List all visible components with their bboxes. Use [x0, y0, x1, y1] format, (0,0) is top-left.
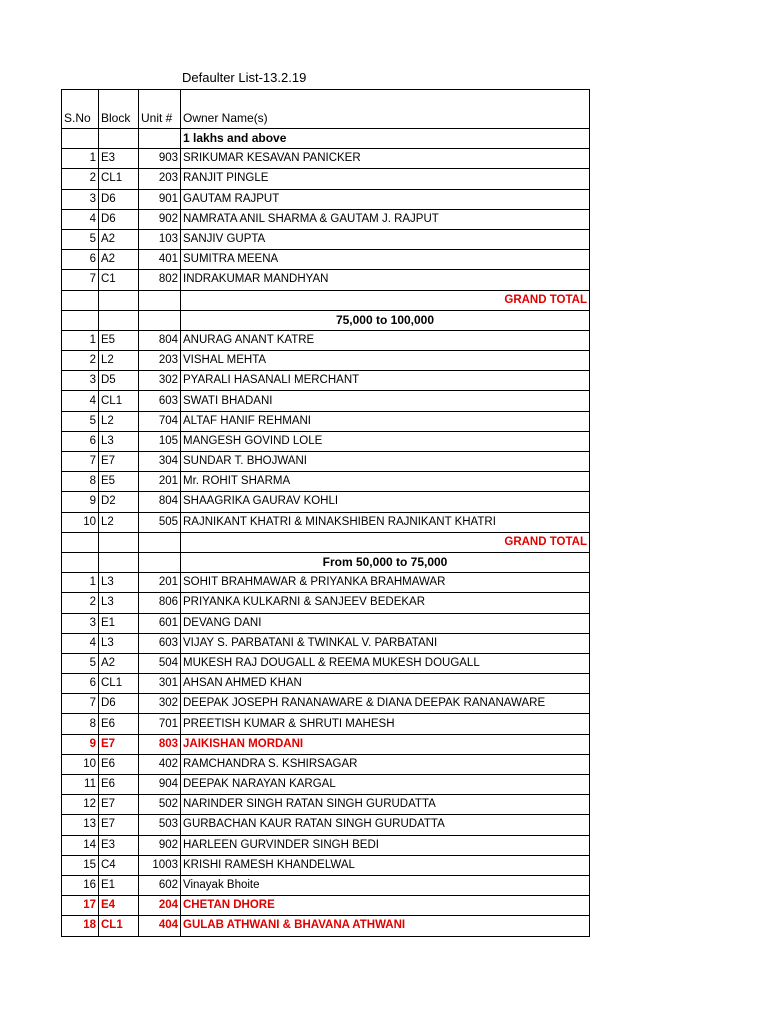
serial-number: 15 — [62, 855, 99, 875]
block-cell: E6 — [99, 754, 139, 774]
unit-number: 201 — [139, 573, 181, 593]
unit-number: 802 — [139, 270, 181, 290]
owner-name: SRIKUMAR KESAVAN PANICKER — [181, 149, 590, 169]
block-cell: E5 — [99, 330, 139, 350]
table-row — [62, 209, 590, 229]
serial-number: 12 — [62, 795, 99, 815]
empty-cell — [139, 532, 181, 552]
owner-name: PREETISH KUMAR & SHRUTI MAHESH — [181, 714, 590, 734]
block-cell: L2 — [99, 411, 139, 431]
unit-number: 904 — [139, 775, 181, 795]
owner-name: RAJNIKANT KHATRI & MINAKSHIBEN RAJNIKANT KHATRI — [181, 512, 590, 532]
serial-number: 3 — [62, 613, 99, 633]
unit-number: 701 — [139, 714, 181, 734]
owner-name: NAMRATA ANIL SHARMA & GAUTAM J. RAJPUT — [181, 209, 590, 229]
section-heading-row — [62, 552, 590, 572]
unit-number: 502 — [139, 795, 181, 815]
unit-number: 302 — [139, 694, 181, 714]
serial-number: 3 — [62, 371, 99, 391]
table-row — [62, 835, 590, 855]
block-cell: E4 — [99, 896, 139, 916]
table-row — [62, 452, 590, 472]
owner-name: SWATI BHADANI — [181, 391, 590, 411]
table-row — [62, 411, 590, 431]
owner-name: PRIYANKA KULKARNI & SANJEEV BEDEKAR — [181, 593, 590, 613]
unit-number: 404 — [139, 916, 181, 936]
serial-number: 2 — [62, 351, 99, 371]
serial-number: 11 — [62, 775, 99, 795]
block-cell: A2 — [99, 653, 139, 673]
table-row — [62, 371, 590, 391]
block-cell: L3 — [99, 573, 139, 593]
table-row — [62, 916, 590, 936]
owner-name: NARINDER SINGH RATAN SINGH GURUDATTA — [181, 795, 590, 815]
document-title: Defaulter List-13.2.19 — [182, 70, 307, 85]
grand-total-row — [62, 290, 590, 310]
unit-number: 503 — [139, 815, 181, 835]
header-block: Block — [99, 90, 139, 129]
empty-cell — [99, 532, 139, 552]
table-body — [62, 90, 590, 937]
table-row — [62, 492, 590, 512]
table-row — [62, 472, 590, 492]
table-row — [62, 330, 590, 350]
serial-number: 1 — [62, 573, 99, 593]
table-row — [62, 734, 590, 754]
block-cell: E3 — [99, 149, 139, 169]
block-cell: E7 — [99, 815, 139, 835]
owner-name: AHSAN AHMED KHAN — [181, 674, 590, 694]
block-cell: D6 — [99, 694, 139, 714]
block-cell: E6 — [99, 775, 139, 795]
serial-number: 9 — [62, 492, 99, 512]
owner-name: RAMCHANDRA S. KSHIRSAGAR — [181, 754, 590, 774]
unit-number: 204 — [139, 896, 181, 916]
owner-name: CHETAN DHORE — [181, 896, 590, 916]
unit-number: 203 — [139, 351, 181, 371]
serial-number: 7 — [62, 694, 99, 714]
unit-number: 304 — [139, 452, 181, 472]
owner-name: ALTAF HANIF REHMANI — [181, 411, 590, 431]
block-cell: E3 — [99, 835, 139, 855]
serial-number: 7 — [62, 452, 99, 472]
table-row — [62, 694, 590, 714]
block-cell: E1 — [99, 875, 139, 895]
block-cell: E6 — [99, 714, 139, 734]
unit-number: 302 — [139, 371, 181, 391]
serial-number: 18 — [62, 916, 99, 936]
defaulter-table — [61, 89, 590, 937]
header-owner: Owner Name(s) — [181, 90, 590, 129]
table-row — [62, 875, 590, 895]
serial-number: 4 — [62, 391, 99, 411]
serial-number: 6 — [62, 250, 99, 270]
serial-number: 1 — [62, 149, 99, 169]
owner-name: GULAB ATHWANI & BHAVANA ATHWANI — [181, 916, 590, 936]
table-row — [62, 896, 590, 916]
header-sno: S.No — [62, 90, 99, 129]
section-heading-row — [62, 129, 590, 149]
serial-number: 9 — [62, 734, 99, 754]
table-row — [62, 169, 590, 189]
block-cell: D6 — [99, 209, 139, 229]
owner-name: MANGESH GOVIND LOLE — [181, 431, 590, 451]
owner-name: SHAAGRIKA GAURAV KOHLI — [181, 492, 590, 512]
block-cell: A2 — [99, 229, 139, 249]
owner-name: Mr. ROHIT SHARMA — [181, 472, 590, 492]
section-heading: 75,000 to 100,000 — [181, 310, 590, 330]
unit-number: 401 — [139, 250, 181, 270]
table-row — [62, 573, 590, 593]
block-cell: A2 — [99, 250, 139, 270]
owner-name: JAIKISHAN MORDANI — [181, 734, 590, 754]
serial-number: 13 — [62, 815, 99, 835]
block-cell: L2 — [99, 351, 139, 371]
table-row — [62, 714, 590, 734]
unit-number: 301 — [139, 674, 181, 694]
table-row — [62, 613, 590, 633]
unit-number: 203 — [139, 169, 181, 189]
empty-cell — [62, 129, 99, 149]
serial-number: 10 — [62, 512, 99, 532]
empty-cell — [99, 552, 139, 572]
owner-name: GURBACHAN KAUR RATAN SINGH GURUDATTA — [181, 815, 590, 835]
unit-number: 903 — [139, 149, 181, 169]
unit-number: 504 — [139, 653, 181, 673]
block-cell: C4 — [99, 855, 139, 875]
empty-cell — [139, 129, 181, 149]
block-cell: E7 — [99, 452, 139, 472]
unit-number: 505 — [139, 512, 181, 532]
grand-total-label: GRAND TOTAL — [181, 290, 590, 310]
owner-name: KRISHI RAMESH KHANDELWAL — [181, 855, 590, 875]
block-cell: L3 — [99, 593, 139, 613]
owner-name: DEEPAK JOSEPH RANANAWARE & DIANA DEEPAK RANANAWARE — [181, 694, 590, 714]
table-row — [62, 270, 590, 290]
empty-cell — [99, 129, 139, 149]
owner-name: VIJAY S. PARBATANI & TWINKAL V. PARBATANI — [181, 633, 590, 653]
owner-name: PYARALI HASANALI MERCHANT — [181, 371, 590, 391]
table-row — [62, 775, 590, 795]
table-row — [62, 189, 590, 209]
serial-number: 16 — [62, 875, 99, 895]
block-cell: E7 — [99, 795, 139, 815]
block-cell: CL1 — [99, 391, 139, 411]
serial-number: 5 — [62, 411, 99, 431]
unit-number: 105 — [139, 431, 181, 451]
serial-number: 8 — [62, 472, 99, 492]
block-cell: E1 — [99, 613, 139, 633]
table-row — [62, 250, 590, 270]
block-cell: CL1 — [99, 674, 139, 694]
table-row — [62, 391, 590, 411]
block-cell: E5 — [99, 472, 139, 492]
unit-number: 601 — [139, 613, 181, 633]
unit-number: 402 — [139, 754, 181, 774]
unit-number: 806 — [139, 593, 181, 613]
serial-number: 2 — [62, 593, 99, 613]
block-cell: CL1 — [99, 169, 139, 189]
serial-number: 6 — [62, 431, 99, 451]
section-heading: From 50,000 to 75,000 — [181, 552, 590, 572]
owner-name: DEEPAK NARAYAN KARGAL — [181, 775, 590, 795]
empty-cell — [99, 310, 139, 330]
block-cell: E7 — [99, 734, 139, 754]
owner-name: GAUTAM RAJPUT — [181, 189, 590, 209]
owner-name: MUKESH RAJ DOUGALL & REEMA MUKESH DOUGALL — [181, 653, 590, 673]
unit-number: 902 — [139, 209, 181, 229]
block-cell: C1 — [99, 270, 139, 290]
unit-number: 103 — [139, 229, 181, 249]
block-cell: L3 — [99, 633, 139, 653]
table-row — [62, 229, 590, 249]
owner-name: DEVANG DANI — [181, 613, 590, 633]
grand-total-row — [62, 532, 590, 552]
serial-number: 6 — [62, 674, 99, 694]
table-row — [62, 855, 590, 875]
owner-name: Vinayak Bhoite — [181, 875, 590, 895]
owner-name: VISHAL MEHTA — [181, 351, 590, 371]
table-row — [62, 431, 590, 451]
table-row — [62, 149, 590, 169]
unit-number: 602 — [139, 875, 181, 895]
owner-name: SANJIV GUPTA — [181, 229, 590, 249]
unit-number: 803 — [139, 734, 181, 754]
section-heading-row — [62, 310, 590, 330]
serial-number: 5 — [62, 653, 99, 673]
table-row — [62, 351, 590, 371]
block-cell: CL1 — [99, 916, 139, 936]
empty-cell — [62, 310, 99, 330]
serial-number: 3 — [62, 189, 99, 209]
owner-name: SOHIT BRAHMAWAR & PRIYANKA BRAHMAWAR — [181, 573, 590, 593]
table-row — [62, 593, 590, 613]
empty-cell — [99, 290, 139, 310]
unit-number: 901 — [139, 189, 181, 209]
table-row — [62, 512, 590, 532]
serial-number: 14 — [62, 835, 99, 855]
unit-number: 902 — [139, 835, 181, 855]
owner-name: HARLEEN GURVINDER SINGH BEDI — [181, 835, 590, 855]
empty-cell — [139, 290, 181, 310]
serial-number: 5 — [62, 229, 99, 249]
serial-number: 2 — [62, 169, 99, 189]
owner-name: RANJIT PINGLE — [181, 169, 590, 189]
table-row — [62, 653, 590, 673]
block-cell: L3 — [99, 431, 139, 451]
table-row — [62, 815, 590, 835]
block-cell: L2 — [99, 512, 139, 532]
serial-number: 10 — [62, 754, 99, 774]
unit-number: 1003 — [139, 855, 181, 875]
header-row — [62, 90, 590, 129]
serial-number: 8 — [62, 714, 99, 734]
table-row — [62, 795, 590, 815]
section-heading: 1 lakhs and above — [181, 129, 590, 149]
unit-number: 603 — [139, 633, 181, 653]
table-row — [62, 674, 590, 694]
header-unit: Unit # — [139, 90, 181, 129]
owner-name: SUMITRA MEENA — [181, 250, 590, 270]
empty-cell — [62, 532, 99, 552]
unit-number: 704 — [139, 411, 181, 431]
unit-number: 603 — [139, 391, 181, 411]
table-row — [62, 633, 590, 653]
serial-number: 17 — [62, 896, 99, 916]
empty-cell — [139, 310, 181, 330]
serial-number: 7 — [62, 270, 99, 290]
block-cell: D5 — [99, 371, 139, 391]
empty-cell — [139, 552, 181, 572]
table-row — [62, 754, 590, 774]
serial-number: 4 — [62, 633, 99, 653]
unit-number: 201 — [139, 472, 181, 492]
empty-cell — [62, 552, 99, 572]
owner-name: ANURAG ANANT KATRE — [181, 330, 590, 350]
grand-total-label: GRAND TOTAL — [181, 532, 590, 552]
unit-number: 804 — [139, 330, 181, 350]
owner-name: INDRAKUMAR MANDHYAN — [181, 270, 590, 290]
empty-cell — [62, 290, 99, 310]
owner-name: SUNDAR T. BHOJWANI — [181, 452, 590, 472]
serial-number: 4 — [62, 209, 99, 229]
block-cell: D6 — [99, 189, 139, 209]
block-cell: D2 — [99, 492, 139, 512]
unit-number: 804 — [139, 492, 181, 512]
serial-number: 1 — [62, 330, 99, 350]
